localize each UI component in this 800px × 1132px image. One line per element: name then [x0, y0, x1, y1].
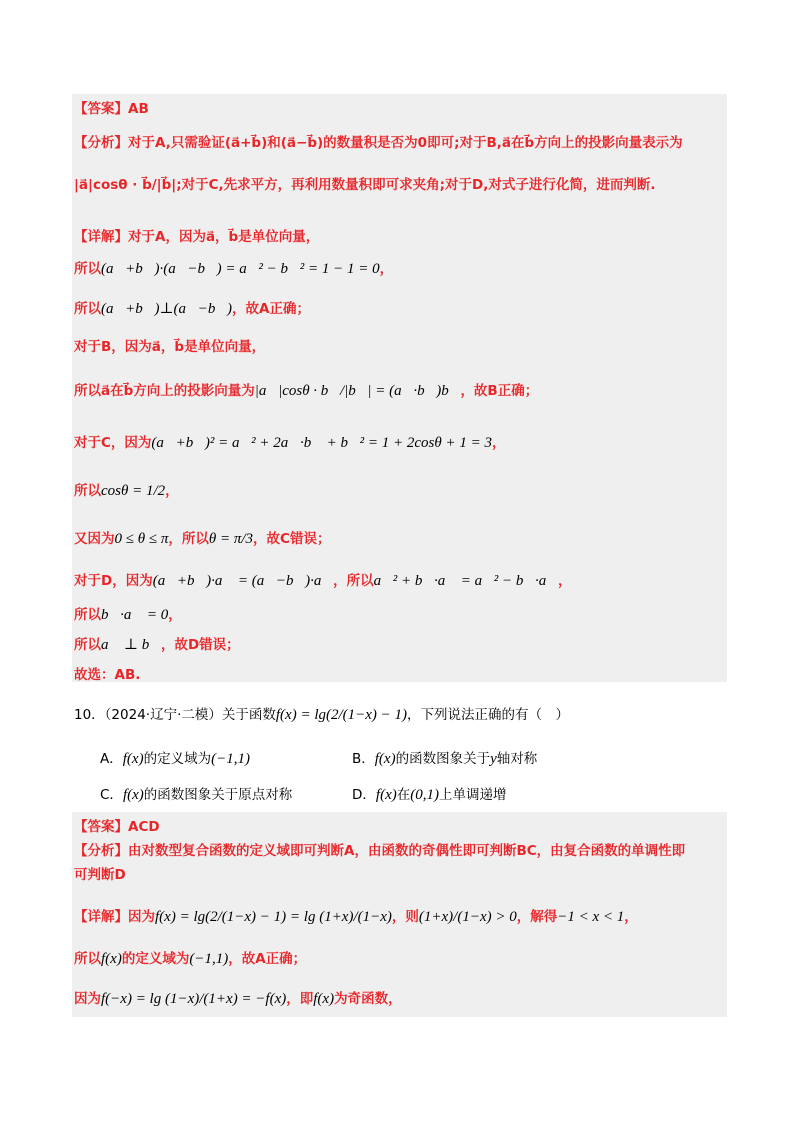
detail-line [74, 572, 734, 590]
text: 的函数图象关于原点对称 [143, 787, 293, 803]
answer-line: 【答案】AB [74, 101, 149, 117]
text: ，则 [391, 909, 419, 925]
analysis-line: |a⃗|cosθ · b⃗/|b⃗|;对于C,先求平方，再利用数量积即可求夹角;对于D,对式子进行化简，进而判断. [74, 177, 656, 193]
text: ，故D错误； [160, 637, 240, 653]
text: 【详解】因为 [74, 909, 155, 925]
text: 的定义域为 [121, 951, 190, 967]
detail-line [74, 300, 734, 318]
text: 的定义域为 [143, 751, 212, 767]
text: 所以 [74, 261, 101, 277]
text: 轴对称 [496, 751, 538, 767]
answer-line: 【答案】ACD [74, 819, 160, 835]
detail-line: 对于B，因为a⃗，b⃗是单位向量， [74, 339, 266, 355]
detail-line [74, 530, 734, 548]
detail-line: 【详解】对于A，因为a⃗，b⃗是单位向量， [74, 229, 320, 245]
text: 所以 [74, 637, 101, 653]
conclusion-line: 故选：AB. [74, 667, 141, 683]
formula: (a⃗+b⃗)·a⃗ = (a⃗−b⃗)·a⃗ [152, 573, 334, 589]
text: ，故C错误； [253, 531, 331, 547]
formula: b⃗·a⃗ = 0 [101, 607, 169, 623]
text: ， [557, 573, 572, 589]
option-d [352, 786, 506, 804]
formula: (0,1) [410, 787, 439, 803]
detail-line [74, 636, 734, 654]
text: 10．（2024·辽宁·二模）关于函数 [74, 707, 276, 723]
formula: (1+x)/(1−x) > 0 [418, 909, 517, 925]
text: ，故A正确； [232, 301, 310, 317]
text: 所以a⃗在b⃗方向上的投影向量为 [74, 383, 255, 399]
text: ，所以 [333, 573, 374, 589]
detail-line [74, 382, 734, 400]
text: 所以 [74, 607, 101, 623]
text: ， [168, 607, 182, 623]
analysis-line: 可判断D [74, 867, 126, 883]
detail-line [74, 260, 734, 278]
formula: −1 < x < 1 [557, 909, 625, 925]
text: 上单调递增 [438, 787, 507, 803]
detail-line [74, 434, 734, 452]
formula: f(x) [375, 787, 397, 803]
option-a [100, 750, 250, 768]
formula: f(x) [101, 951, 122, 967]
text: ，下列说法正确的有（ ） [407, 707, 570, 723]
option-label: C． [100, 787, 123, 803]
formula: θ = π/3 [208, 531, 254, 547]
formula: a⃗ ⊥ b⃗ [101, 637, 161, 653]
formula: f(x) = lg(2/(1−x) − 1) [275, 707, 408, 723]
text: ， [624, 909, 638, 925]
text: 所以 [74, 483, 101, 499]
option-label: A． [100, 751, 123, 767]
text: 为奇函数， [334, 991, 402, 1007]
formula: a⃗² + b⃗·a⃗ = a⃗² − b⃗·a⃗ [373, 573, 558, 589]
analysis-line: 【分析】由对数型复合函数的定义域即可判断A，由函数的奇偶性即可判断BC，由复合函数的单调性即 [74, 843, 686, 859]
option-label: D． [352, 787, 376, 803]
question-10-stem [74, 706, 569, 724]
detail-line [74, 908, 734, 926]
formula: 0 ≤ θ ≤ π [114, 531, 169, 547]
text: ， [492, 435, 506, 451]
text: 的函数图象关于 [395, 751, 491, 767]
text: ，解得 [516, 909, 558, 925]
text: ， [379, 261, 394, 277]
analysis-line: 【分析】对于A,只需验证(a⃗+b⃗)和(a⃗−b⃗)的数量积是否为0即可;对于B,a⃗在b⃗方向上的投影向量表示为 [74, 135, 683, 151]
text: 对于C，因为 [74, 435, 152, 451]
formula: (a⃗+b⃗)² = a⃗² + 2a⃗·b⃗ + b⃗² = 1 + 2cosθ + 1 = 3 [151, 435, 492, 451]
detail-line [74, 482, 734, 500]
formula: (a⃗+b⃗)·(a⃗−b⃗) = a⃗² − b⃗² = 1 − 1 = 0 [101, 261, 380, 277]
detail-line [74, 606, 734, 624]
formula: f(x) = lg(2/(1−x) − 1) = lg (1+x)/(1−x) [155, 909, 392, 925]
detail-line [74, 950, 734, 968]
option-c [100, 786, 292, 804]
formula: f(−x) = lg (1−x)/(1+x) = −f(x) [101, 991, 287, 1007]
formula: cosθ = 1/2 [101, 483, 166, 499]
formula: f(x) [122, 751, 144, 767]
formula: f(x) [374, 751, 396, 767]
text: 对于D，因为 [74, 573, 153, 589]
text: 所以 [74, 951, 101, 967]
text: ，即 [286, 991, 314, 1007]
text: ， [165, 483, 179, 499]
text: 在 [396, 787, 411, 803]
detail-line [74, 990, 734, 1008]
formula: (−1,1) [189, 951, 229, 967]
text: 因为 [74, 991, 101, 1007]
formula: |a⃗|cosθ · b⃗/|b⃗| = (a⃗·b⃗)b⃗ [254, 383, 461, 399]
text: ，所以 [168, 531, 209, 547]
text: 又因为 [74, 531, 115, 547]
formula: y [490, 751, 497, 767]
formula: f(x) [122, 787, 144, 803]
option-b [352, 750, 537, 768]
option-label: B． [352, 751, 375, 767]
formula: (a⃗+b⃗)⊥(a⃗−b⃗) [101, 301, 233, 317]
text: ，故B正确； [460, 383, 539, 399]
formula: (−1,1) [211, 751, 250, 767]
text: 所以 [74, 301, 101, 317]
text: ，故A正确； [228, 951, 307, 967]
formula: f(x) [313, 991, 335, 1007]
